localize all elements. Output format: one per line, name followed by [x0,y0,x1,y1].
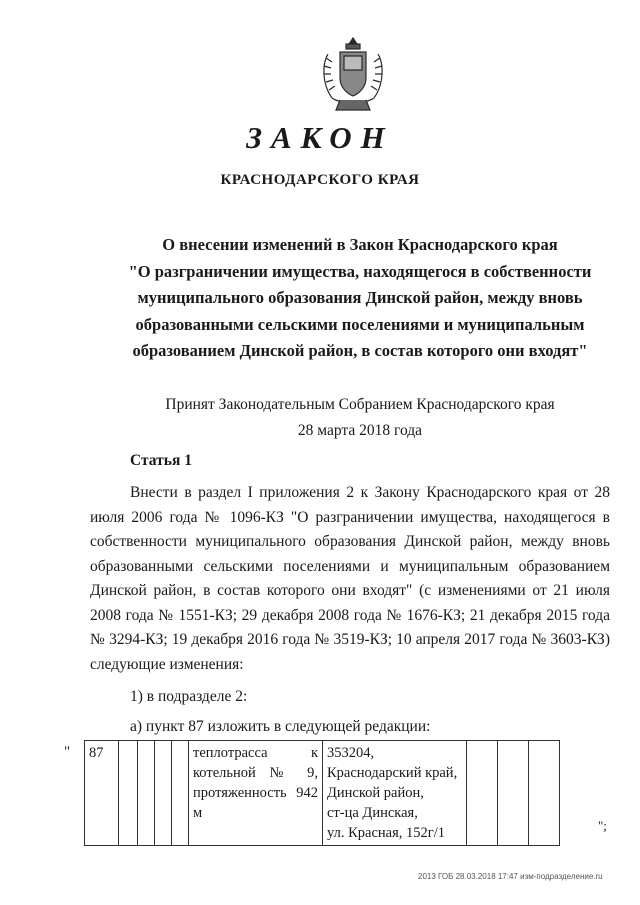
article-body: Внести в раздел I приложения 2 к Закону Краснодарского края от 28 июля 2006 года № 1096-КЗ "О разграничении имущества, находящегося в собственности муниципального образования Динской район, между вновь образованными сельскими поселениями и муниципальным образованием Динской район, в состав которого они входят" (с изменениями от 21 июля 2008 года № 1551-КЗ; 29 декабря 2008 года № 1676-КЗ; 21 декабря 2015 года № 3294-КЗ; 19 декабря 2016 года № 3519-КЗ; 10 апреля 2017 года № 3603-КЗ) следующие изменения: [90,484,610,673]
adoption-note [100,392,620,444]
footer-code: 2013 ГОБ 28.03.2018 17:47 изм-подразделение.ru [418,872,603,881]
region-title: КРАСНОДАРСКОГО КРАЯ [220,172,420,188]
empty-cell [138,741,155,846]
property-address [323,741,467,846]
subject-line: образованием Динской район, в состав которого они входят" [132,341,588,360]
law-subject [100,232,620,365]
list-item: 1) в подразделе 2: [130,688,248,705]
address-line: Динской район, [327,785,424,801]
subject-line: муниципального образования Динской район, между вновь [137,288,583,307]
open-quote: " [64,744,71,760]
property-name: теплотрасса к котельной № 9, протяженность 942 м [189,741,323,846]
row-number: 87 [85,741,119,846]
address-line: ст-ца Динская, [327,805,418,821]
subject-line: образованными сельскими поселениями и муниципальным [135,314,585,334]
empty-cell [529,741,560,846]
article-heading: Статья 1 [130,452,192,469]
coat-of-arms-icon [318,36,388,114]
adoption-text: Принят Законодательным Собранием Краснодарского края [165,396,555,413]
list-item: а) пункт 87 изложить в следующей редакции: [130,718,431,735]
address-line: Краснодарский край, [327,765,458,781]
adoption-date: 28 марта 2018 года [297,422,423,439]
property-table [84,740,560,846]
address-line: ул. Красная, 152г/1 [327,825,445,841]
empty-cell [172,741,189,846]
law-title: ЗАКОН [246,120,394,155]
empty-cell [155,741,172,846]
subject-line: О внесении изменений в Закон Краснодарского края [162,235,558,254]
subject-line: "О разграничении имущества, находящегося в собственности [128,261,592,281]
address-line: 353204, [327,745,375,761]
table-row [85,741,560,846]
empty-cell [467,741,498,846]
empty-cell [119,741,138,846]
empty-cell [498,741,529,846]
close-quote: "; [598,818,607,833]
